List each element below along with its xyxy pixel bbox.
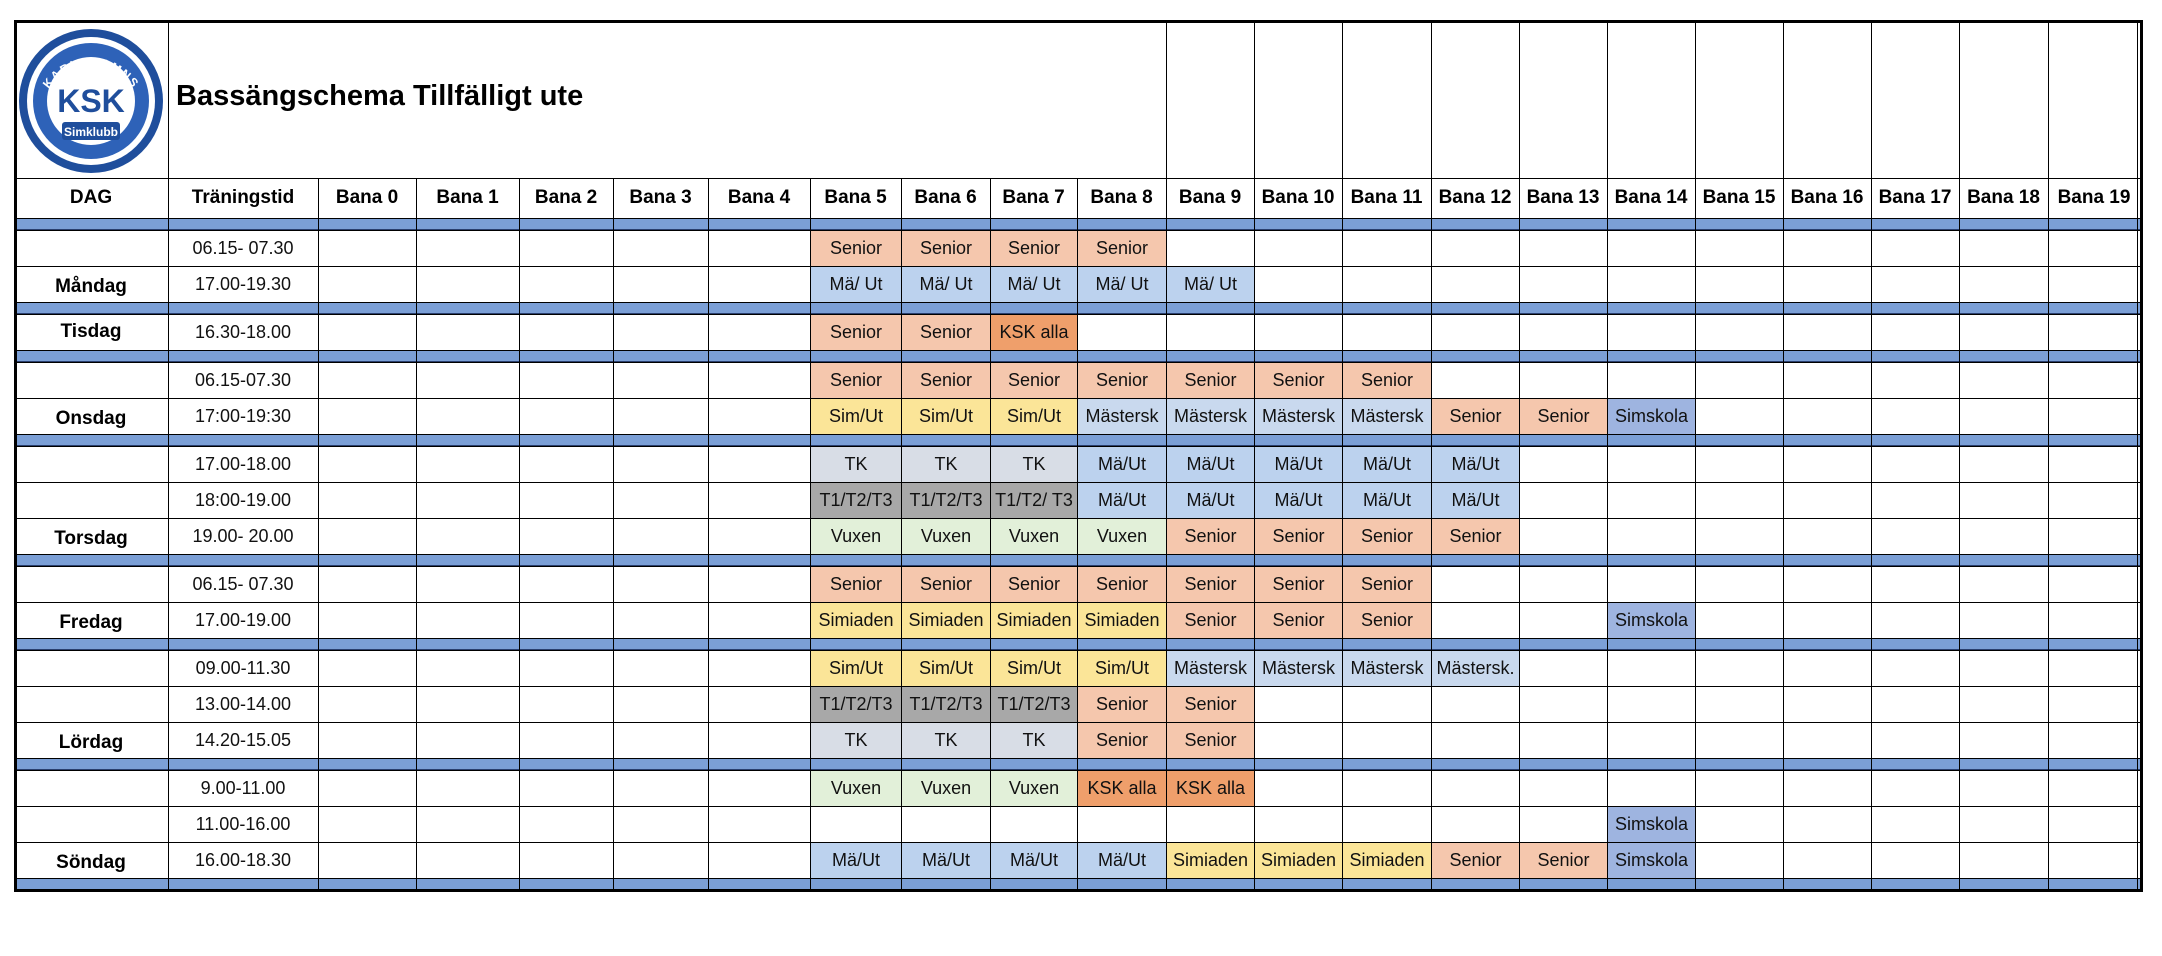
- schedule-cell: Simiaden: [1343, 843, 1431, 878]
- grid-line: [14, 518, 2143, 519]
- schedule-cell: Mä/Ut: [1167, 483, 1254, 518]
- schedule-cell: Senior: [811, 315, 901, 350]
- schedule-cell: T1/T2/T3: [811, 687, 901, 722]
- schedule-cell: Mä/Ut: [1255, 483, 1342, 518]
- time-cell: 17.00-18.00: [194, 453, 292, 474]
- schedule-cell: Senior: [1255, 603, 1342, 638]
- lane-header: Bana 8: [1090, 187, 1153, 208]
- page-title: Bassängschema Tillfälligt ute: [176, 80, 584, 112]
- lane-header: Bana 18: [1967, 187, 2040, 208]
- grid-line: [2140, 20, 2143, 890]
- grid-line: [708, 178, 709, 890]
- schedule-cell: Senior: [1343, 603, 1431, 638]
- schedule-cell: Senior: [1078, 567, 1166, 602]
- day-label: Söndag: [56, 852, 126, 873]
- time-cell: 11.00-16.00: [195, 813, 291, 834]
- schedule-cell: Simskola: [1608, 843, 1695, 878]
- lane-header: Bana 9: [1178, 187, 1242, 208]
- grid-line: [14, 302, 2143, 303]
- schedule-cell: KSK alla: [991, 315, 1077, 350]
- lane-header: Bana 10: [1261, 187, 1335, 208]
- schedule-cell: Mä/Ut: [1167, 447, 1254, 482]
- logo-arc-text: KARLSHAMNS: [39, 54, 143, 91]
- grid-line: [14, 230, 2143, 231]
- grid-line: [14, 758, 2143, 759]
- schedule-cell: Simiaden: [1078, 603, 1166, 638]
- schedule-cell: KSK alla: [1078, 771, 1166, 806]
- lane-header: Bana 16: [1790, 187, 1864, 208]
- day-label: Måndag: [55, 276, 127, 297]
- schedule-cell: T1/T2/T3: [902, 687, 990, 722]
- schedule-cell: T1/T2/T3: [991, 687, 1077, 722]
- schedule-cell: Mästersk: [1078, 399, 1166, 434]
- schedule-cell: Mä/Ut: [991, 843, 1077, 878]
- schedule-cell: Senior: [1255, 519, 1342, 554]
- time-cell: 9.00-11.00: [200, 777, 286, 798]
- schedule-cell: Senior: [1078, 687, 1166, 722]
- day-label: Fredag: [59, 612, 123, 633]
- schedule-cell: Mä/ Ut: [811, 267, 901, 302]
- time-cell: 17:00-19:30: [194, 405, 292, 426]
- schedule-cell: Senior: [1078, 231, 1166, 266]
- schedule-cell: Vuxen: [902, 519, 990, 554]
- grid-line: [1959, 20, 1960, 890]
- lane-header: Bana 0: [335, 187, 399, 208]
- schedule-cell: Mä/Ut: [1432, 483, 1519, 518]
- day-column-header: DAG: [69, 187, 113, 208]
- grid-line: [1519, 20, 1520, 890]
- grid-line: [14, 434, 2143, 435]
- grid-line: [168, 20, 169, 890]
- schedule-cell: Senior: [1520, 843, 1607, 878]
- grid-line: [519, 178, 520, 890]
- grid-line: [14, 362, 2143, 363]
- schedule-cell: Senior: [902, 315, 990, 350]
- lane-header: Bana 14: [1614, 187, 1688, 208]
- lane-header: Bana 13: [1526, 187, 1600, 208]
- time-cell: 16.00-18.30: [194, 849, 292, 870]
- grid-line: [14, 554, 2143, 555]
- schedule-cell: TK: [991, 447, 1077, 482]
- schedule-cell: TK: [811, 723, 901, 758]
- schedule-cell: Senior: [1343, 567, 1431, 602]
- schedule-cell: Simiaden: [1255, 843, 1342, 878]
- grid-line: [14, 722, 2143, 723]
- schedule-cell: Senior: [1167, 723, 1254, 758]
- schedule-cell: Mä/Ut: [902, 843, 990, 878]
- schedule-cell: Vuxen: [991, 771, 1077, 806]
- grid-line: [14, 686, 2143, 687]
- grid-line: [14, 650, 2143, 651]
- grid-line: [1166, 20, 1167, 890]
- grid-line: [14, 218, 2143, 219]
- schedule-cell: Mä/ Ut: [1078, 267, 1166, 302]
- lane-header: Bana 2: [534, 187, 598, 208]
- time-cell: 06.15- 07.30: [192, 573, 294, 594]
- lane-header: Bana 7: [1002, 187, 1065, 208]
- club-logo: [16, 26, 166, 176]
- schedule-cell: Senior: [1432, 843, 1519, 878]
- lane-header: Bana 12: [1438, 187, 1512, 208]
- schedule-cell: Vuxen: [811, 519, 901, 554]
- schedule-cell: Senior: [1167, 519, 1254, 554]
- schedule-cell: Mä/Ut: [1343, 447, 1431, 482]
- schedule-cell: Sim/Ut: [991, 399, 1077, 434]
- schedule-cell: Sim/Ut: [902, 399, 990, 434]
- schedule-cell: Sim/Ut: [1078, 651, 1166, 686]
- lane-header: Bana 6: [914, 187, 977, 208]
- grid-line: [1607, 20, 1608, 890]
- schedule-cell: Simiaden: [991, 603, 1077, 638]
- schedule-cell: TK: [902, 723, 990, 758]
- schedule-cell: Mä/Ut: [1078, 447, 1166, 482]
- schedule-cell: Senior: [811, 567, 901, 602]
- schedule-cell: Senior: [991, 363, 1077, 398]
- lane-header: Bana 4: [727, 187, 791, 208]
- grid-line: [1254, 20, 1255, 890]
- grid-line: [14, 878, 2143, 879]
- grid-line: [14, 20, 2143, 23]
- schedule-cell: Senior: [1078, 723, 1166, 758]
- grid-line: [14, 889, 2143, 892]
- schedule-cell: Senior: [1255, 363, 1342, 398]
- grid-line: [14, 842, 2143, 843]
- schedule-cell: Mä/Ut: [1078, 483, 1166, 518]
- schedule-cell: Simiaden: [811, 603, 901, 638]
- schedule-cell: Simiaden: [902, 603, 990, 638]
- schedule-cell: Senior: [1167, 363, 1254, 398]
- time-cell: 06.15- 07.30: [192, 237, 294, 258]
- grid-line: [318, 178, 319, 890]
- day-label: Torsdag: [54, 528, 128, 549]
- grid-line: [416, 178, 417, 890]
- schedule-cell: Senior: [991, 567, 1077, 602]
- grid-line: [810, 178, 811, 890]
- schedule-cell: Vuxen: [991, 519, 1077, 554]
- schedule-cell: Mä/Ut: [1255, 447, 1342, 482]
- day-label: Onsdag: [55, 408, 127, 429]
- grid-line: [14, 314, 2143, 315]
- grid-line: [14, 566, 2143, 567]
- schedule-cell: Senior: [1432, 519, 1519, 554]
- grid-line: [14, 770, 2143, 771]
- grid-line: [990, 178, 991, 890]
- schedule-cell: T1/T2/ T3: [991, 483, 1077, 518]
- schedule-cell: Vuxen: [902, 771, 990, 806]
- schedule-cell: Senior: [1520, 399, 1607, 434]
- schedule-cell: Mä/ Ut: [902, 267, 990, 302]
- schedule-cell: Mä/ Ut: [1167, 267, 1254, 302]
- time-cell: 06.15-07.30: [194, 369, 292, 390]
- time-column-header: Träningstid: [191, 187, 295, 208]
- grid-line: [1783, 20, 1784, 890]
- schedule-cell: Senior: [991, 231, 1077, 266]
- schedule-cell: Mästersk: [1343, 399, 1431, 434]
- grid-line: [901, 178, 902, 890]
- grid-line: [14, 638, 2143, 639]
- lane-header: Bana 5: [824, 187, 887, 208]
- grid-line: [1871, 20, 1872, 890]
- schedule-cell: Senior: [1343, 519, 1431, 554]
- day-label: Lördag: [58, 732, 124, 753]
- grid-line: [14, 20, 17, 890]
- lane-header: Bana 11: [1350, 187, 1423, 208]
- schedule-cell: Simskola: [1608, 807, 1695, 842]
- schedule-cell: Senior: [1167, 687, 1254, 722]
- schedule-cell: Senior: [811, 363, 901, 398]
- grid-line: [14, 446, 2143, 447]
- logo-center-text: KSK: [57, 83, 125, 119]
- schedule-cell: Simiaden: [1167, 843, 1254, 878]
- time-cell: 13.00-14.00: [194, 693, 292, 714]
- schedule-cell: Senior: [1167, 603, 1254, 638]
- time-cell: 19.00- 20.00: [192, 525, 294, 546]
- schedule-cell: Sim/Ut: [811, 651, 901, 686]
- schedule-cell: Vuxen: [1078, 519, 1166, 554]
- grid-line: [14, 266, 2143, 267]
- schedule-cell: Simskola: [1608, 399, 1695, 434]
- schedule-cell: TK: [902, 447, 990, 482]
- grid-line: [2048, 20, 2049, 890]
- time-cell: 18:00-19.00: [194, 489, 292, 510]
- time-cell: 17.00-19.00: [194, 609, 292, 630]
- schedule-cell: Mästersk.: [1432, 651, 1519, 686]
- schedule-cell: Mä/Ut: [1078, 843, 1166, 878]
- time-cell: 14.20-15.05: [194, 729, 292, 750]
- time-cell: 09.00-11.30: [195, 657, 291, 678]
- grid-line: [613, 178, 614, 890]
- schedule-cell: Senior: [902, 231, 990, 266]
- schedule-cell: Senior: [902, 363, 990, 398]
- schedule-cell: Mä/Ut: [811, 843, 901, 878]
- schedule-cell: T1/T2/T3: [811, 483, 901, 518]
- schedule-cell: Mä/Ut: [1432, 447, 1519, 482]
- time-cell: 16.30-18.00: [194, 321, 292, 342]
- schedule-cell: TK: [991, 723, 1077, 758]
- grid-line: [14, 482, 2143, 483]
- schedule-cell: Mästersk: [1343, 651, 1431, 686]
- schedule-cell: T1/T2/T3: [902, 483, 990, 518]
- schedule-cell: Mästersk: [1255, 399, 1342, 434]
- schedule-cell: Sim/Ut: [991, 651, 1077, 686]
- grid-line: [1431, 20, 1432, 890]
- schedule-cell: Senior: [1255, 567, 1342, 602]
- lane-header: Bana 3: [629, 187, 692, 208]
- lane-header: Bana 17: [1878, 187, 1952, 208]
- logo-bottom-text: Simklubb: [63, 125, 119, 139]
- time-cell: 17.00-19.30: [194, 273, 292, 294]
- schedule-cell: TK: [811, 447, 901, 482]
- schedule-cell: Sim/Ut: [902, 651, 990, 686]
- schedule-cell: Mästersk: [1167, 399, 1254, 434]
- grid-line: [1342, 20, 1343, 890]
- lane-header: Bana 15: [1702, 187, 1776, 208]
- day-label: Tisdag: [60, 321, 122, 342]
- schedule-cell: Senior: [1343, 363, 1431, 398]
- schedule-cell: Mästersk: [1167, 651, 1254, 686]
- schedule-cell: Sim/Ut: [811, 399, 901, 434]
- schedule-cell: Mästersk: [1255, 651, 1342, 686]
- grid-line: [14, 602, 2143, 603]
- lane-header: Bana 19: [2057, 187, 2131, 208]
- grid-line: [14, 350, 2143, 351]
- schedule-cell: Senior: [902, 567, 990, 602]
- schedule-cell: Senior: [1078, 363, 1166, 398]
- schedule-cell: Mä/ Ut: [991, 267, 1077, 302]
- schedule-cell: Vuxen: [811, 771, 901, 806]
- grid-line: [14, 178, 2143, 179]
- schedule-cell: KSK alla: [1167, 771, 1254, 806]
- schedule-cell: Senior: [1167, 567, 1254, 602]
- grid-line: [14, 806, 2143, 807]
- grid-line: [14, 398, 2143, 399]
- grid-line: [2137, 20, 2138, 890]
- grid-line: [1695, 20, 1696, 890]
- schedule-cell: Mä/Ut: [1343, 483, 1431, 518]
- grid-line: [1077, 178, 1078, 890]
- schedule-cell: Senior: [1432, 399, 1519, 434]
- lane-header: Bana 1: [436, 187, 499, 208]
- schedule-cell: Simskola: [1608, 603, 1695, 638]
- schedule-cell: Senior: [811, 231, 901, 266]
